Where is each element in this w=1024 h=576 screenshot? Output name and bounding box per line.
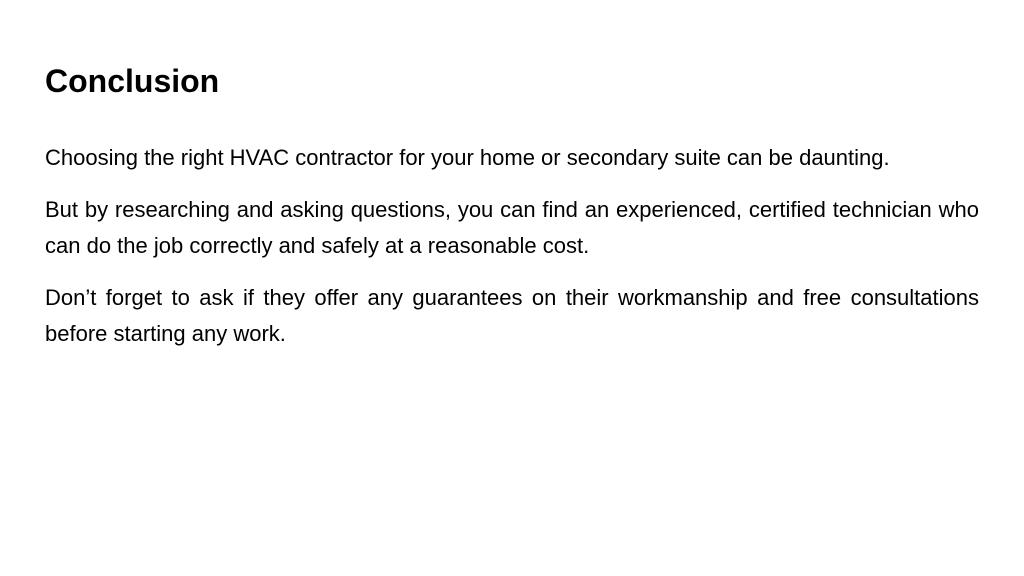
paragraph-research-questions: But by researching and asking questions, you can find an experienced, certified technician who can do the job correctly and safely at a reasonable cost.	[45, 197, 979, 258]
slide-body	[45, 140, 979, 368]
slide-title: Conclusion	[45, 63, 220, 99]
paragraph-choosing-contractor: Choosing the right HVAC contractor for your home or secondary suite can be daunting.	[45, 145, 890, 170]
paragraph-guarantees: Don’t forget to ask if they offer any guarantees on their workmanship and free consultations before starting any work.	[45, 285, 979, 346]
slide	[45, 0, 979, 576]
